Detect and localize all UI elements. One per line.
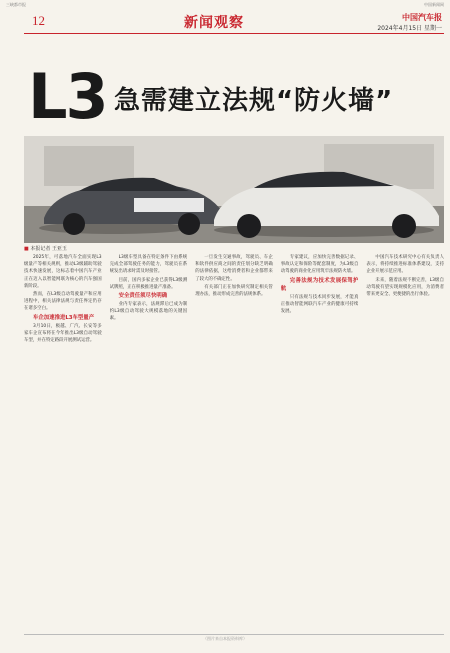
- paragraph: 未来，随着法规不断完善，L3级自动驾驶有望实现规模化应用，为消费者带来更安全、更便捷的出行体验。: [366, 277, 444, 298]
- paragraph: 有关部门正在加快研究制定相关管理办法，推动形成完善的法规体系。: [195, 284, 273, 298]
- article-columns: [24, 254, 444, 629]
- subheading: 完善法规为技术发展保驾护航: [280, 277, 359, 292]
- article-column: [195, 254, 273, 629]
- headline: 急需建立法规“防火墙”: [114, 86, 394, 116]
- byline-text: 本报记者 王亚玉: [30, 246, 67, 252]
- section-title: 新闻观察: [184, 16, 244, 31]
- top-info-strip: [0, 0, 450, 10]
- paragraph: 专家建议，应加快完善数据记录、事故认定和保险等配套制度，为L3级自动驾驶的商业化应用筑牢法规防火墙。: [280, 255, 359, 275]
- masthead-date: 2024年4月15日 星期一: [377, 25, 442, 32]
- paragraph: 目前，国内多家企业已获得L3级测试牌照，正在积极推进量产准备。: [109, 277, 188, 290]
- top-strip-left: 三峡都市报: [6, 2, 26, 7]
- masthead: [377, 12, 442, 32]
- subheading: 车企加速推进L3车型量产: [33, 314, 95, 321]
- article-column: [110, 254, 188, 629]
- top-strip-right: 中国新闻网: [424, 2, 444, 7]
- photo-credit: （图片来自本报资料库）: [203, 636, 247, 641]
- car-photo: [24, 136, 444, 243]
- masthead-name: 中国汽车报: [402, 13, 442, 22]
- article-column: [281, 254, 359, 629]
- byline-mark: ■: [24, 246, 29, 252]
- subheading: 安全责任须尽快明确: [118, 293, 168, 300]
- article-column: [24, 254, 102, 629]
- paragraph: 然而，在L3级自动驾驶量产和应用进程中，相关法律法规与责任界定仍存在诸多空白。: [24, 292, 102, 312]
- footer-rule: [24, 634, 444, 635]
- paragraph: 只有法规与技术同步发展，才能真正推动智能网联汽车产业的健康可持续发展。: [280, 294, 359, 315]
- paragraph: L3级车型具备在特定条件下由系统完成全部驾驶任务的能力，驾驶员在系统发出请求时需及时接管。: [109, 255, 188, 275]
- article-column: [366, 254, 444, 629]
- byline: [24, 245, 67, 252]
- car-illustration: [24, 136, 444, 243]
- header-rule: [24, 33, 444, 34]
- page-number: 12: [32, 13, 45, 28]
- paragraph: 2025年，可落地汽车全面实现L3级量产等相关规则，推动L3级辅助驾驶技术快速发展，这标志着中国汽车产业正在迈入以智能网联为核心的汽车强国新阶段。: [24, 255, 102, 289]
- paragraph: 业内专家表示，法规滞后已成为制约L3级自动驾驶大规模落地的关键因素。: [109, 302, 188, 322]
- paragraph: 3月10日，极越、广汽、长安等多家车企宣布将在今年推出L3级自动驾驶车型，并在特定路段开展测试运营。: [24, 323, 102, 344]
- paragraph: 一旦发生交通事故，驾驶员、车企和软件供应商之间的责任划分缺乏明确的法律依据，这给消费者和企业都带来了较大的不确定性。: [195, 255, 273, 282]
- paragraph: 中国汽车技术研究中心有关负责人表示，将持续推进标准体系建设，支持企业开展示范应用。: [366, 255, 444, 275]
- headline-l3: L3: [28, 60, 107, 133]
